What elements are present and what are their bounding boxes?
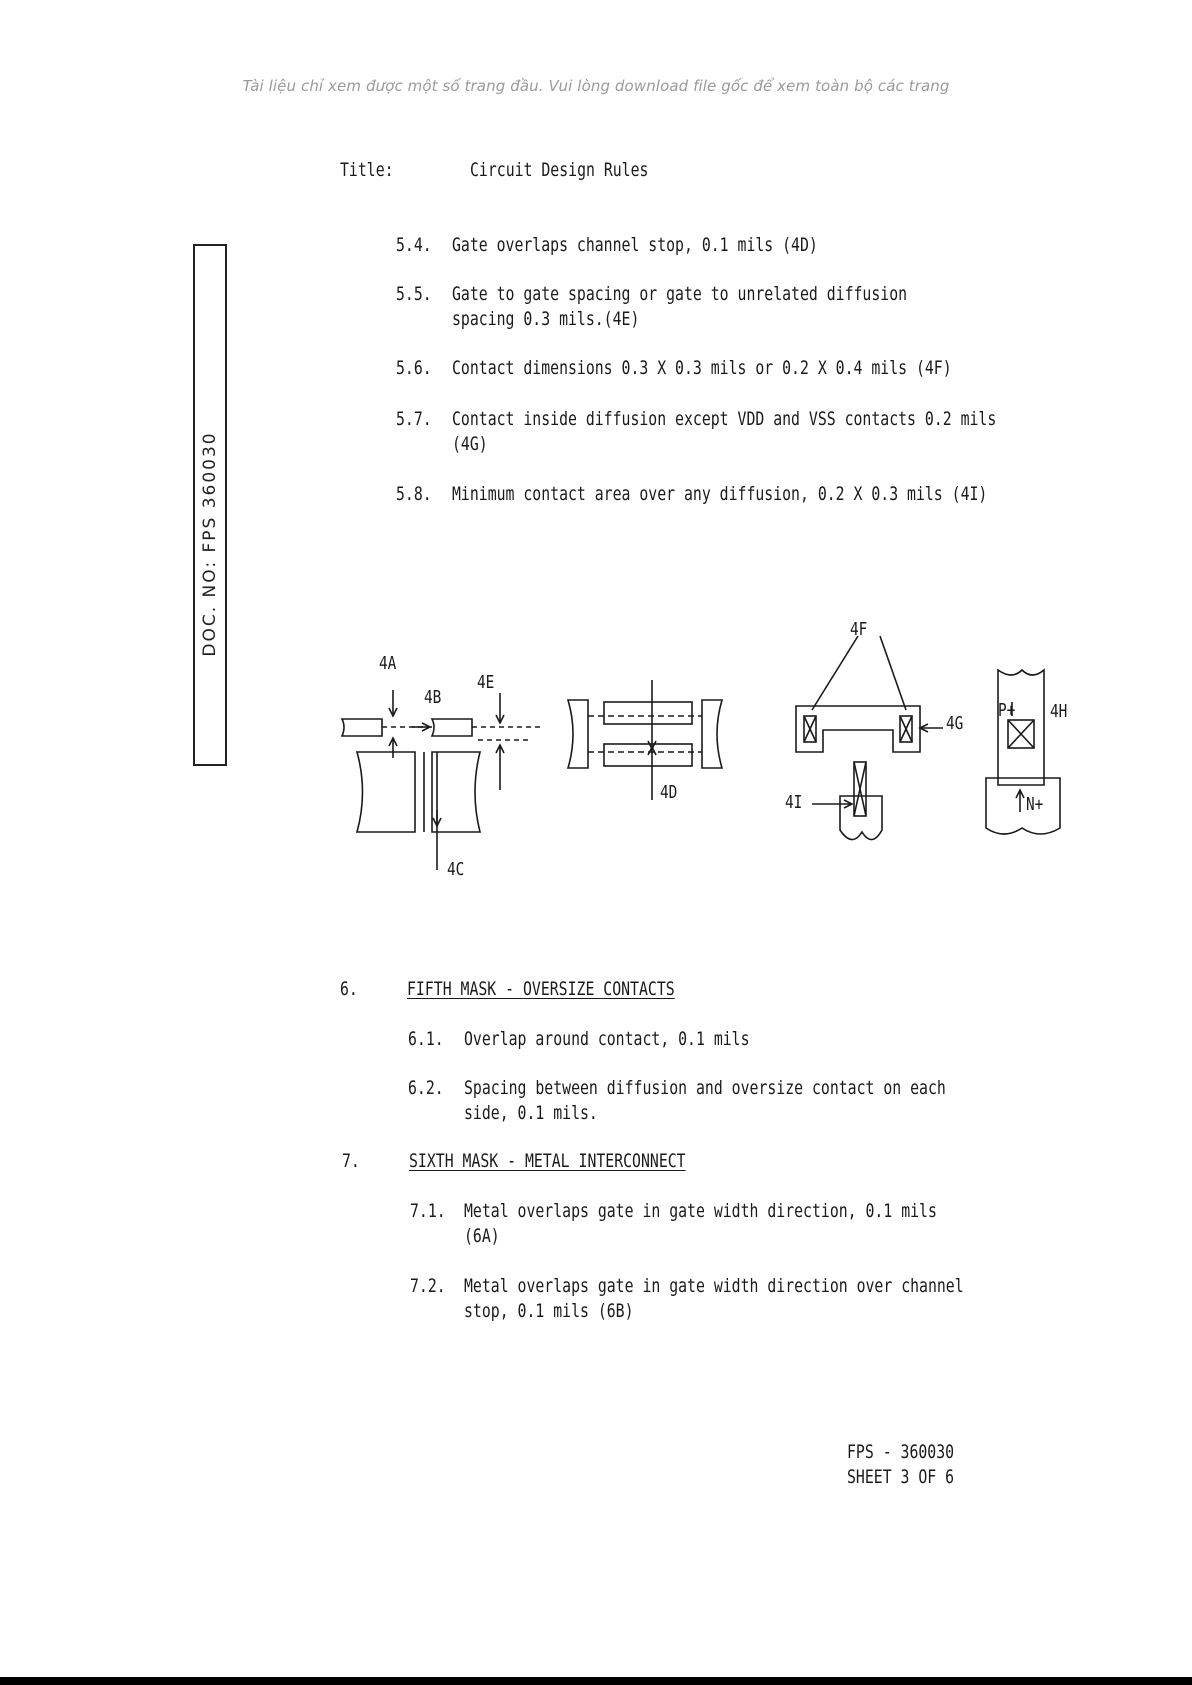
rule-5-4-number: 5.4. xyxy=(396,234,432,256)
figure-label-4e: 4E xyxy=(477,672,495,693)
figure-label-p-plus: P+ xyxy=(998,700,1016,721)
rule-7-1-number: 7.1. xyxy=(410,1200,446,1222)
rule-6-2-text-cont: side, 0.1 mils. xyxy=(464,1102,598,1124)
figure-label-4g: 4G xyxy=(946,713,964,734)
rule-6-2-number: 6.2. xyxy=(408,1077,444,1099)
figure-label-n-plus: N+ xyxy=(1026,794,1044,815)
figure-4abce xyxy=(342,687,540,870)
rule-6-1-number: 6.1. xyxy=(408,1028,444,1050)
figure-label-4a: 4A xyxy=(379,653,397,674)
rule-5-5-text: Gate to gate spacing or gate to unrelated diffusion xyxy=(452,283,908,305)
doc-number-label: DOC. NO: FPS 360030 xyxy=(200,431,220,657)
rule-5-5-text-cont: spacing 0.3 mils.(4E) xyxy=(452,308,640,330)
figure-label-4d: 4D xyxy=(660,782,678,803)
rule-5-7-number: 5.7. xyxy=(396,408,432,430)
watermark-banner: Tài liệu chỉ xem được một số trang đầu. Vui lòng download file gốc để xem toàn bộ các trang xyxy=(242,77,950,95)
rule-6-1-text: Overlap around contact, 0.1 mils xyxy=(464,1028,750,1050)
rule-5-7-text: Contact inside diffusion except VDD and VSS contacts 0.2 mils xyxy=(452,408,997,430)
scan-bottom-edge xyxy=(0,1677,1192,1685)
rule-7-1-text-cont: (6A) xyxy=(464,1225,500,1247)
section-7-title: SIXTH MASK - METAL INTERCONNECT xyxy=(409,1150,686,1172)
rule-6-2-text: Spacing between diffusion and oversize contact on each xyxy=(464,1077,946,1099)
figure-label-4b: 4B xyxy=(424,687,442,708)
section-6-title: FIFTH MASK - OVERSIZE CONTACTS xyxy=(407,978,675,1000)
figure-label-4f: 4F xyxy=(850,619,868,640)
rule-7-2-text: Metal overlaps gate in gate width direction over channel xyxy=(464,1275,964,1297)
footer-doc-number: FPS - 360030 xyxy=(847,1441,955,1463)
rule-5-4-text: Gate overlaps channel stop, 0.1 mils (4D) xyxy=(452,234,818,256)
figure-label-4i: 4I xyxy=(785,792,803,813)
rule-5-6-text: Contact dimensions 0.3 X 0.3 mils or 0.2 X 0.4 mils (4F) xyxy=(452,357,952,379)
rule-5-8-number: 5.8. xyxy=(396,483,432,505)
figure-4fgi xyxy=(796,636,943,840)
footer-sheet-number: SHEET 3 OF 6 xyxy=(847,1466,955,1488)
section-7-number: 7. xyxy=(342,1150,360,1172)
rule-7-2-number: 7.2. xyxy=(410,1275,446,1297)
rule-7-2-text-cont: stop, 0.1 mils (6B) xyxy=(464,1300,634,1322)
rule-5-5-number: 5.5. xyxy=(396,283,432,305)
title-label: Title: xyxy=(340,159,394,181)
figure-label-4h: 4H xyxy=(1050,701,1068,722)
figure-label-4c: 4C xyxy=(447,859,465,880)
rule-7-1-text: Metal overlaps gate in gate width direction, 0.1 mils xyxy=(464,1200,937,1222)
rule-5-7-text-cont: (4G) xyxy=(452,433,488,455)
section-6-number: 6. xyxy=(340,978,358,1000)
figure-4h xyxy=(986,670,1060,834)
rule-5-6-number: 5.6. xyxy=(396,357,432,379)
rule-5-8-text: Minimum contact area over any diffusion, 0.2 X 0.3 mils (4I) xyxy=(452,483,988,505)
figure-4d xyxy=(568,680,722,800)
page-title: Circuit Design Rules xyxy=(470,159,649,181)
